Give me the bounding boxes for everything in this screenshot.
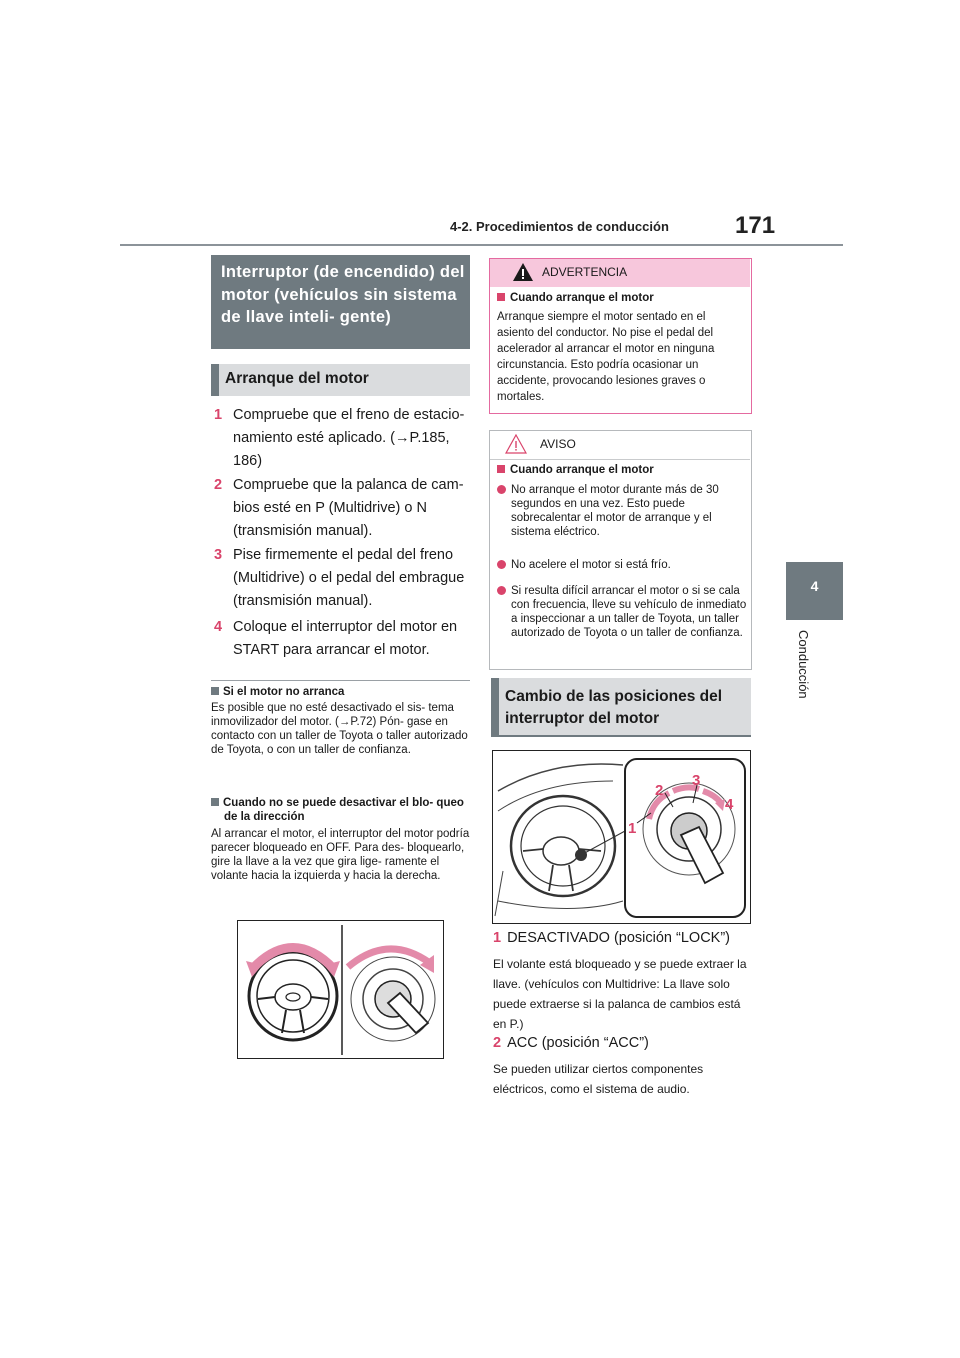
- main-title: Interruptor (de encendido) del motor (vehículos sin sistema de llave inteli- gente): [221, 263, 465, 326]
- square-bullet-icon: [497, 293, 505, 301]
- callout-3: 3: [692, 772, 701, 789]
- notice-header: [490, 431, 750, 460]
- notice-bullet: Si resulta difícil arrancar el motor o si se cala con frecuencia, lleve su vehículo de inmediato a inspeccionar a un taller de Toyota, un taller autorizado de Toyota o un taller de confianza.: [497, 584, 747, 640]
- step-text: Coloque el interruptor del motor en START para arrancar el motor.: [233, 619, 458, 658]
- step-item: [214, 404, 474, 473]
- callout-2: 2: [655, 782, 664, 799]
- notice-title: AVISO: [540, 437, 576, 451]
- step-text: Pise firmemente el pedal del freno (Multidrive) o el pedal del embrague (transmisión manual).: [233, 547, 465, 609]
- position-heading: 1 DESACTIVADO (posición “LOCK”): [493, 930, 730, 946]
- warning-heading: Cuando arranque el motor: [497, 292, 654, 304]
- square-bullet-icon: [211, 798, 219, 806]
- subheading-bar: [211, 364, 219, 396]
- notes-divider: [211, 680, 470, 681]
- position-body: El volante está bloqueado y se puede extraer la llave. (vehículos con Multidrive: La llave solo puede extraerse si la palanca de cambios está en P.): [493, 957, 747, 1031]
- step-item: [214, 616, 474, 662]
- square-bullet-icon: [211, 687, 219, 695]
- chapter-number: 4: [810, 578, 819, 594]
- warning-title: ADVERTENCIA: [542, 265, 628, 279]
- warning-body: Arranque siempre el motor sentado en el asiento del conductor. No pise el pedal del acelerador al arrancar el motor en ninguna circunstancia. Esto podría ocasionar un accidente, provocando lesiones graves o mortales.: [497, 311, 715, 403]
- notice-heading: Cuando arranque el motor: [497, 464, 654, 476]
- step-item: [214, 544, 474, 613]
- subheading-start-engine: Arranque del motor: [225, 370, 369, 387]
- step-text: Compruebe que el freno de estacio- namiento esté aplicado. (→P.185, 186): [233, 407, 465, 469]
- note-heading: Si el motor no arranca: [211, 685, 471, 699]
- subheading-underline: [491, 735, 751, 737]
- step-number: 1: [214, 407, 223, 423]
- note-body: Es posible que no esté desactivado el sis- tema inmovilizador del motor. (→P.72) Pón- gase en contacto con un taller de Toyota o taller autorizado de Toyota, o con un taller de confianza.: [211, 702, 468, 756]
- note-heading: Cuando no se puede desactivar el blo- queo de la dirección: [211, 796, 471, 824]
- step-number: 3: [214, 547, 223, 563]
- bullet-dot-icon: [497, 485, 506, 494]
- position-body: Se pueden utilizar ciertos componentes eléctricos, como el sistema de audio.: [493, 1062, 704, 1096]
- step-number: 2: [214, 477, 223, 493]
- square-bullet-icon: [497, 465, 505, 473]
- dashboard-ignition-icon: [493, 751, 750, 923]
- callout-1: 1: [628, 820, 637, 837]
- position-heading: 2 ACC (posición “ACC”): [493, 1035, 649, 1051]
- chapter-label: Conducción: [796, 630, 811, 699]
- note-body: Al arrancar el motor, el interruptor del motor podría parecer bloqueado en OFF. Para des- bloquearlo, gire la llave a la vez que gira lige- ramente el volante hacia la izquierda y hacia la derecha.: [211, 828, 470, 882]
- step-number: 4: [214, 619, 223, 635]
- header-divider: [120, 244, 843, 246]
- section-title: 4-2. Procedimientos de conducción: [450, 219, 669, 234]
- notice-bullet: No arranque el motor durante más de 30 segundos en una vez. Esto puede sobrecalentar el motor de arranque y el sistema eléctrico.: [497, 483, 747, 539]
- bullet-dot-icon: [497, 586, 506, 595]
- steering-unlock-illustration: [237, 920, 444, 1059]
- bullet-dot-icon: [497, 560, 506, 569]
- notice-bullet: No acelere el motor si está frío.: [497, 558, 747, 572]
- step-text: Compruebe que la palanca de cam- bios esté en P (Multidrive) o N (transmisión manual).: [233, 477, 464, 539]
- callout-4: 4: [725, 796, 734, 813]
- subheading-switch-positions: Cambio de las posiciones del interruptor del motor: [505, 688, 723, 727]
- caution-triangle-icon: [505, 434, 527, 459]
- warning-triangle-icon: [512, 262, 534, 287]
- ignition-positions-illustration: [492, 750, 751, 924]
- steering-wheel-key-icon: [238, 921, 443, 1058]
- step-item: [214, 474, 474, 543]
- page-number: 171: [735, 212, 776, 239]
- subheading-bar: [491, 678, 499, 735]
